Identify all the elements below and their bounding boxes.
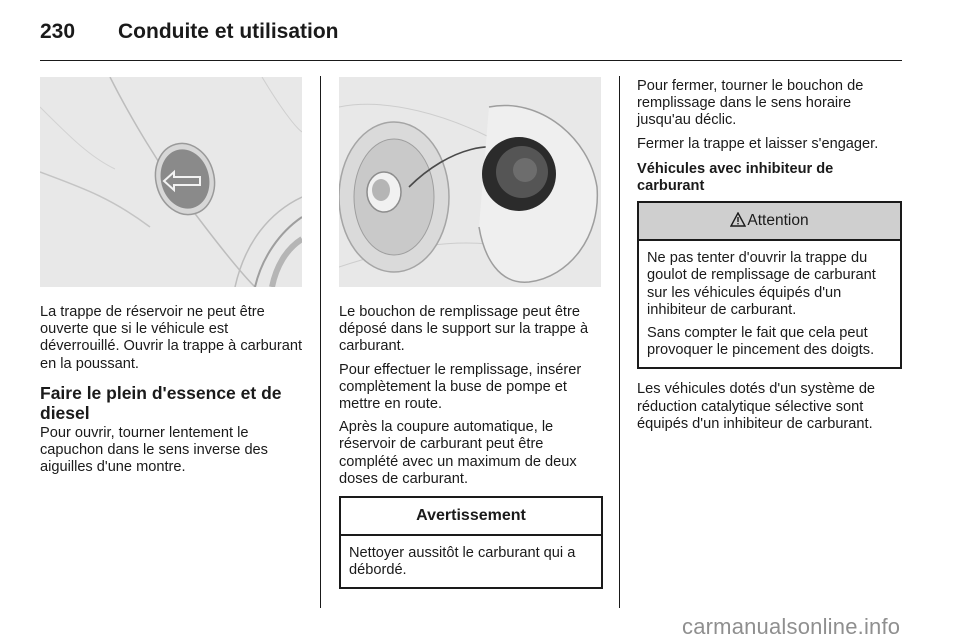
paragraph-cap-holder: Le bouchon de remplissage peut être déposé dans le support sur la trappe à carburant.	[339, 304, 589, 355]
caution-box	[637, 201, 902, 369]
column-divider-2	[619, 76, 620, 608]
paragraph-auto-cutoff: Après la coupure automatique, le réservoir de carburant peut être complété avec un maximum de deux doses de carburant.	[339, 419, 577, 487]
page-header	[40, 18, 902, 62]
paragraph-close-flap: Fermer la trappe et laisser s'engager.	[637, 135, 879, 152]
warning-triangle-icon	[730, 212, 746, 227]
paragraph-close-cap: Pour fermer, tourner le bouchon de remplissage dans le sens horaire jusqu'au déclic.	[637, 78, 864, 129]
watermark: carmanualsonline.info	[682, 614, 901, 639]
paragraph-open-cap: Pour ouvrir, tourner lentement le capuchon dans le sens inverse des aiguilles d'une montre.	[40, 424, 268, 476]
header-rule	[40, 60, 902, 61]
column-1	[40, 304, 305, 482]
figure-fuel-flap-closed	[40, 77, 302, 287]
page-number: 230	[40, 20, 76, 43]
notice-text: Nettoyer aussitôt le carburant qui a débordé.	[349, 545, 576, 579]
paragraph-fuel-flap-unlock: La trappe de réservoir ne peut être ouverte que si le véhicule est déverrouillé. Ouvrir la trappe à carburant en la poussant.	[40, 304, 303, 372]
column-2	[339, 304, 603, 589]
column-divider-1	[320, 76, 321, 608]
caution-header	[639, 203, 900, 241]
column-3	[637, 78, 902, 439]
notice-title: Avertissement	[341, 498, 601, 536]
paragraph-insert-nozzle: Pour effectuer le remplissage, insérer complètement la buse de pompe et mettre en route.	[339, 361, 582, 413]
section-heading-refuel: Faire le plein d'essence et de diesel	[40, 382, 282, 423]
paragraph-scr-inhibitor: Les véhicules dotés d'un système de réduction catalytique sélective sont équipés d'un inhibiteur de carburant.	[637, 381, 876, 432]
caution-text-2: Sans compter le fait que cela peut provoquer le pincement des doigts.	[647, 325, 875, 359]
figure-fuel-flap-open	[339, 77, 601, 287]
caution-title: Attention	[747, 212, 809, 230]
caution-text-1: Ne pas tenter d'ouvrir la trappe du goulot de remplissage de carburant sur les véhicules équipés d'un inhibiteur de carburant.	[647, 250, 876, 318]
section-heading-inhibitor: Véhicules avec inhibiteur de carburant	[637, 160, 834, 195]
notice-box	[339, 496, 603, 589]
chapter-title: Conduite et utilisation	[118, 20, 339, 43]
